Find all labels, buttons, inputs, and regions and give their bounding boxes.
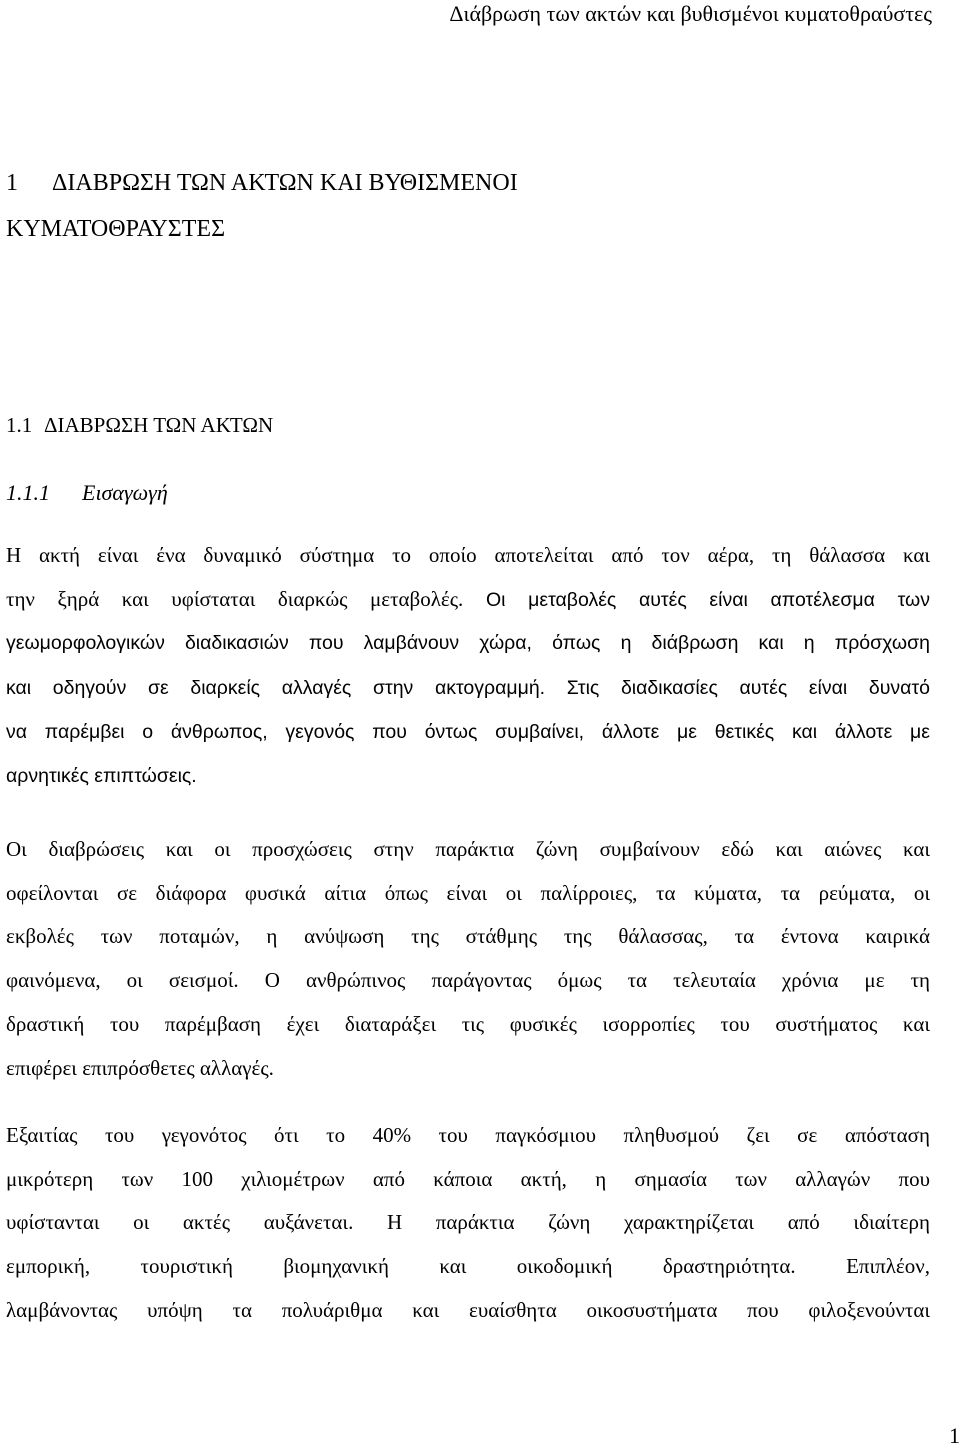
paragraph-line: εμπορική, τουριστική βιομηχανική και οικοδομική δραστηριότητα. Επιπλέον, — [6, 1254, 930, 1279]
chapter-title-line1: ΔΙΑΒΡΩΣΗ ΤΩΝ ΑΚΤΩΝ ΚΑΙ ΒΥΘΙΣΜΕΝΟΙ — [52, 170, 518, 196]
section-heading — [6, 410, 273, 440]
paragraph-line: Η ακτή είναι ένα δυναμικό σύστημα το οποίο αποτελείται από τον αέρα, τη θάλασσα και — [6, 543, 930, 567]
paragraph-line: επιφέρει επιπρόσθετες αλλαγές. — [6, 1055, 274, 1080]
text-run: την ξηρά και υφίσταται διαρκώς μεταβολές. — [6, 586, 464, 611]
paragraph-2 — [6, 828, 930, 1090]
chapter-title-line2: ΚΥΜΑΤΟΘΡΑΥΣΤΕΣ — [6, 216, 226, 242]
paragraph-line: Οι διαβρώσεις και οι προσχώσεις στην παράκτια ζώνη συμβαίνουν εδώ και αιώνες και — [6, 837, 930, 861]
paragraph-line: αρνητικές επιπτώσεις. — [6, 764, 197, 787]
paragraph-line: μικρότερη των 100 χιλιομέτρων από κάποια ακτή, η σημασία των αλλαγών που — [6, 1166, 930, 1191]
paragraph-line: λαμβάνοντας υπόψη τα πολυάριθμα και ευαίσθητα οικοσυστήματα που φιλοξενούνται — [6, 1297, 930, 1322]
section-title: ΔΙΑΒΡΩΣΗ ΤΩΝ ΑΚΤΩΝ — [44, 413, 274, 437]
text-run-sans: Στις διαδικασίες αυτές είναι δυνατό — [545, 677, 930, 700]
paragraph-line: να παρέμβει ο άνθρωπος, γεγονός που όντως συμβαίνει, άλλοτε με θετικές και άλλοτε με — [6, 720, 930, 743]
paragraph-line — [6, 666, 930, 711]
paragraph-line: εκβολές των ποταμών, η ανύψωση της στάθμης της θάλασσας, τα έντονα καιρικά — [6, 924, 930, 949]
chapter-heading — [6, 160, 906, 252]
chapter-number: 1 — [6, 170, 18, 196]
text-run-sans: και οδηγούν σε διαρκείς αλλαγές στην ακτογραμμή. — [6, 677, 546, 700]
page-number: 1 — [949, 1423, 960, 1448]
text-run: φαινόμενα, οι σεισμοί. — [6, 968, 239, 993]
subsection-number: 1.1.1 — [6, 480, 50, 505]
paragraph-3 — [6, 1114, 930, 1333]
text-run-sans: Οι μεταβολές αυτές είναι αποτέλεσμα των — [463, 588, 930, 611]
subsection-title: Εισαγωγή — [82, 480, 168, 505]
running-header: Διάβρωση των ακτών και βυθισμένοι κυματοθραύστες — [449, 1, 932, 26]
paragraph-line: δραστική του παρέμβαση έχει διαταράξει τις φυσικές ισορροπίες του συστήματος και — [6, 1011, 930, 1036]
paragraph-1 — [6, 534, 930, 798]
section-number: 1.1 — [6, 413, 33, 437]
paragraph-line: Εξαιτίας του γεγονότος ότι το 40% του παγκόσμιου πληθυσμού ζει σε απόσταση — [6, 1123, 930, 1147]
paragraph-line — [6, 959, 930, 1003]
paragraph-line: γεωμορφολογικών διαδικασιών που λαμβάνουν χώρα, όπως η διάβρωση και η πρόσχωση — [6, 632, 930, 655]
text-run: Ο ανθρώπινος παράγοντας όμως τα τελευταία χρόνια με τη — [238, 968, 930, 993]
paragraph-line: οφείλονται σε διάφορα φυσικά αίτια όπως είναι οι παλίρροιες, τα κύματα, τα ρεύματα, οι — [6, 880, 930, 905]
paragraph-line: υφίστανται οι ακτές αυξάνεται. Η παράκτια ζώνη χαρακτηρίζεται από ιδιαίτερη — [6, 1210, 930, 1235]
subsection-heading — [6, 478, 168, 508]
paragraph-line — [6, 578, 930, 623]
